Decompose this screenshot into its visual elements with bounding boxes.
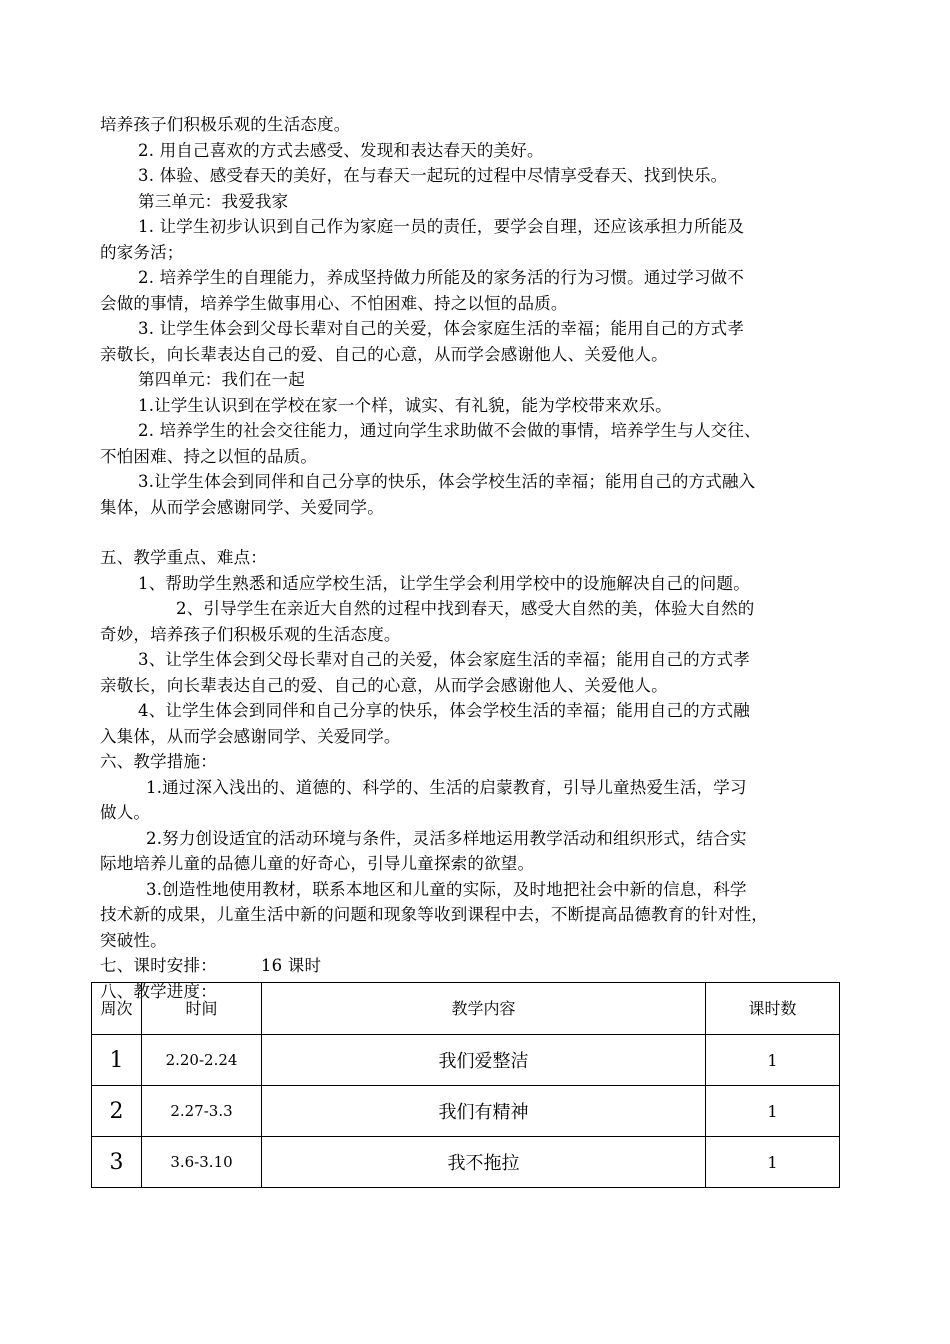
table-row [92,1035,840,1086]
progress-table [91,982,840,1188]
text-line: 3、让学生体会到父母长辈对自己的关爱，体会家庭生活的幸福；能用自己的方式孝 [138,650,750,669]
text-line: 3. 体验、感受春天的美好，在与春天一起玩的过程中尽情享受春天、找到快乐。 [138,166,728,185]
text-line: 3.创造性地使用教材，联系本地区和儿童的实际，及时地把社会中新的信息，科学 [146,879,747,899]
section-heading: 五、教学重点、难点： [100,548,267,567]
text-line: 亲敬长，向长辈表达自己的爱、自己的心意，从而学会感谢他人、关爱他人。 [100,675,668,695]
text-line: 培养孩子们积极乐观的生活态度。 [100,115,351,134]
section-heading: 第四单元：我们在一起 [138,370,305,389]
table-row [92,1137,840,1188]
text-line: 的家务活； [100,242,184,262]
table-header-row [92,983,840,1035]
text-line: 奇妙，培养孩子们积极乐观的生活态度。 [100,624,401,644]
text-line: 1. 让学生初步认识到自己作为家庭一员的责任，要学会自理，还应该承担力所能及 [138,217,745,236]
cell-hours: 1 [706,1137,840,1188]
cell-time: 2.27-3.3 [142,1086,262,1137]
document-body [100,112,852,1004]
cell-hours: 1 [706,1035,840,1086]
section-heading: 第三单元：我爱我家 [138,191,289,211]
cell-hours: 1 [706,1086,840,1137]
cell-content: 我们爱整洁 [262,1035,706,1086]
text-line: 2. 培养学生的社会交往能力，通过向学生求助做不会做的事情，培养学生与人交往、 [138,421,761,440]
cell-week: 3 [92,1137,142,1188]
text-line: 2、引导学生在亲近大自然的过程中找到春天，感受大自然的美，体验大自然的 [176,599,755,618]
header-week: 周次 [92,983,142,1035]
section-heading: 六、教学措施： [100,752,217,771]
text-line: 1、帮助学生熟悉和适应学校生活，让学生学会利用学校中的设施解决自己的问题。 [138,573,750,593]
text-line: 2. 用自己喜欢的方式去感受、发现和表达春天的美好。 [138,140,544,160]
text-line: 2.努力创设适宜的活动环境与条件，灵活多样地运用教学活动和组织形式，结合实 [146,828,747,848]
cell-week: 2 [92,1086,142,1137]
cell-week: 1 [92,1035,142,1086]
section-heading: 八、教学进度： [100,981,217,1001]
cell-content: 我们有精神 [262,1086,706,1137]
cell-content: 我不拖拉 [262,1137,706,1188]
cell-time: 2.20-2.24 [142,1035,262,1086]
text-line: 做人。 [100,803,151,822]
section-heading [100,953,852,979]
schedule-hours: 16 课时 [260,956,322,975]
text-line: 1.通过深入浅出的、道德的、科学的、生活的启蒙教育，引导儿童热爱生活，学习 [146,777,747,797]
schedule-label: 七、课时安排： [100,956,217,975]
text-line: 3. 让学生体会到父母长辈对自己的关爱，体会家庭生活的幸福；能用自己的方式孝 [138,319,745,338]
text-line: 2. 培养学生的自理能力，养成坚持做力所能及的家务活的行为习惯。通过学习做不 [138,268,745,287]
text-line: 亲敬长，向长辈表达自己的爱、自己的心意，从而学会感谢他人、关爱他人。 [100,344,668,364]
text-line: 1.让学生认识到在学校在家一个样，诚实、有礼貌，能为学校带来欢乐。 [138,395,672,415]
text-line: 入集体，从而学会感谢同学、关爱同学。 [100,726,401,746]
spacer [100,520,852,545]
text-line: 突破性。 [100,930,167,950]
header-hours: 课时数 [706,983,840,1035]
header-content: 教学内容 [262,983,706,1035]
text-line: 集体，从而学会感谢同学、关爱同学。 [100,497,384,517]
text-line: 4、让学生体会到同伴和自己分享的快乐，体会学校生活的幸福；能用自己的方式融 [138,701,750,720]
table-row [92,1086,840,1137]
text-line: 3.让学生体会到同伴和自己分享的快乐，体会学校生活的幸福；能用自己的方式融入 [138,472,756,491]
header-time: 时间 [142,983,262,1035]
text-line: 际地培养儿童的品德儿童的好奇心，引导儿童探索的欲望。 [100,854,535,873]
cell-time: 3.6-3.10 [142,1137,262,1188]
text-line: 不怕困难、持之以恒的品质。 [100,446,318,466]
text-line: 技术新的成果，儿童生活中新的问题和现象等收到课程中去，不断提高品德教育的针对性， [100,905,768,924]
text-line: 会做的事情，培养学生做事用心、不怕困难、持之以恒的品质。 [100,293,568,313]
